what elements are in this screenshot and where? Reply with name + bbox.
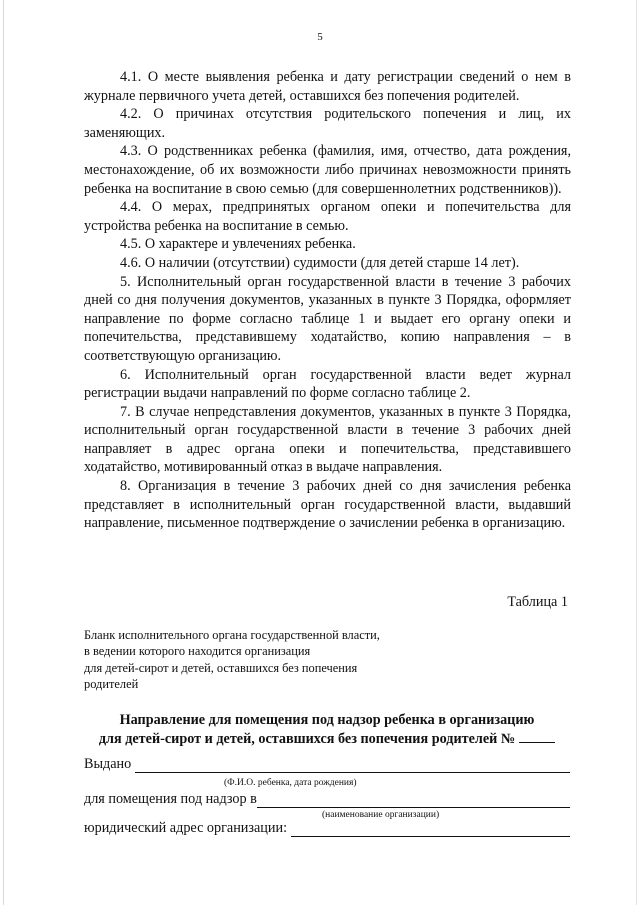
form-heading xyxy=(84,711,570,748)
placement-blank-line[interactable] xyxy=(257,793,570,808)
address-label: юридический адрес организации: xyxy=(84,820,288,836)
blank-line: родителей xyxy=(84,677,139,692)
paragraph-4-3: 4.3. О родственниках ребенка (фамилия, имя, отчество, дата рождения, местонахождение, об их возможности либо причинах невозможности принять ребенка на воспитание в свою семью (для совершеннолетних родственников)). xyxy=(84,143,571,197)
paragraph-6: 6. Исполнительный орган государственной власти ведет журнал регистрации выдачи направлений по форме согласно таблице 2. xyxy=(84,366,571,402)
paragraph-4-2: 4.2. О причинах отсутствия родительского попечения и лиц, их заменяющих. xyxy=(84,106,571,141)
paragraph-8: 8. Организация в течение 3 рабочих дней со дня зачисления ребенка представляет в исполнительный орган государственной власти, выдавший направление, письменное подтверждение о зачислении ребенка в организацию. xyxy=(84,478,571,532)
heading-line-2 xyxy=(84,730,570,749)
heading-line-2-text: для детей-сирот и детей, оставшихся без попечения родителей № xyxy=(98,730,516,747)
issued-field xyxy=(84,756,570,773)
blank-line: Бланк исполнительного органа государственной власти, xyxy=(84,628,380,642)
issued-blank-line[interactable] xyxy=(135,758,570,773)
heading-line-1: Направление для помещения под надзор ребенка в организацию xyxy=(119,712,535,728)
page-edge-right xyxy=(636,0,637,905)
page-number: 5 xyxy=(317,31,323,43)
number-blank-line xyxy=(519,730,555,743)
address-blank-line[interactable] xyxy=(291,822,570,837)
address-field xyxy=(84,820,570,837)
table-label: Таблица 1 xyxy=(507,594,568,610)
issued-label: Выдано xyxy=(84,756,132,772)
paragraph-4-4: 4.4. О мерах, предпринятых органом опеки и попечительства для устройства ребенка на воспитание в семью. xyxy=(84,199,571,234)
paragraph-4-6: 4.6. О наличии (отсутствии) судимости (для детей старше 14 лет). xyxy=(120,254,520,271)
placement-hint: (наименование организации) xyxy=(322,810,440,820)
paragraph-7: 7. В случае непредставления документов, указанных в пункте 3 Порядка, исполнительный орган государственной власти в течение 3 рабочих дней направляет в адрес органа опеки и попечительства, представившего ходатайство, мотивированный отказ в выдаче направления. xyxy=(84,403,571,476)
blank-line: в ведении которого находится организация xyxy=(84,644,311,659)
blank-line: для детей-сирот и детей, оставшихся без попечения xyxy=(84,660,358,675)
issued-hint: (Ф.И.О. ребенка, дата рождения) xyxy=(224,778,357,788)
document-body xyxy=(84,68,571,533)
placement-field xyxy=(84,791,570,808)
paragraph-4-5: 4.5. О характере и увлечениях ребенка. xyxy=(120,236,356,253)
placement-label: для помещения под надзор в xyxy=(84,791,257,807)
letterhead-blank xyxy=(84,627,380,693)
paragraph-4-1: 4.1. О месте выявления ребенка и дату регистрации сведений о нем в журнале первичного учета детей, оставшихся без попечения родителей. xyxy=(84,69,571,104)
paragraph-5: 5. Исполнительный орган государственной власти в течение 3 рабочих дней со дня получения документов, указанных в пункте 3 Порядка, оформляет направление по форме согласно таблице 1 и выдает его органу опеки и попечительства, представившему ходатайство, копию направления – в соответствующую организацию. xyxy=(84,273,571,364)
page-edge-left xyxy=(3,0,4,905)
